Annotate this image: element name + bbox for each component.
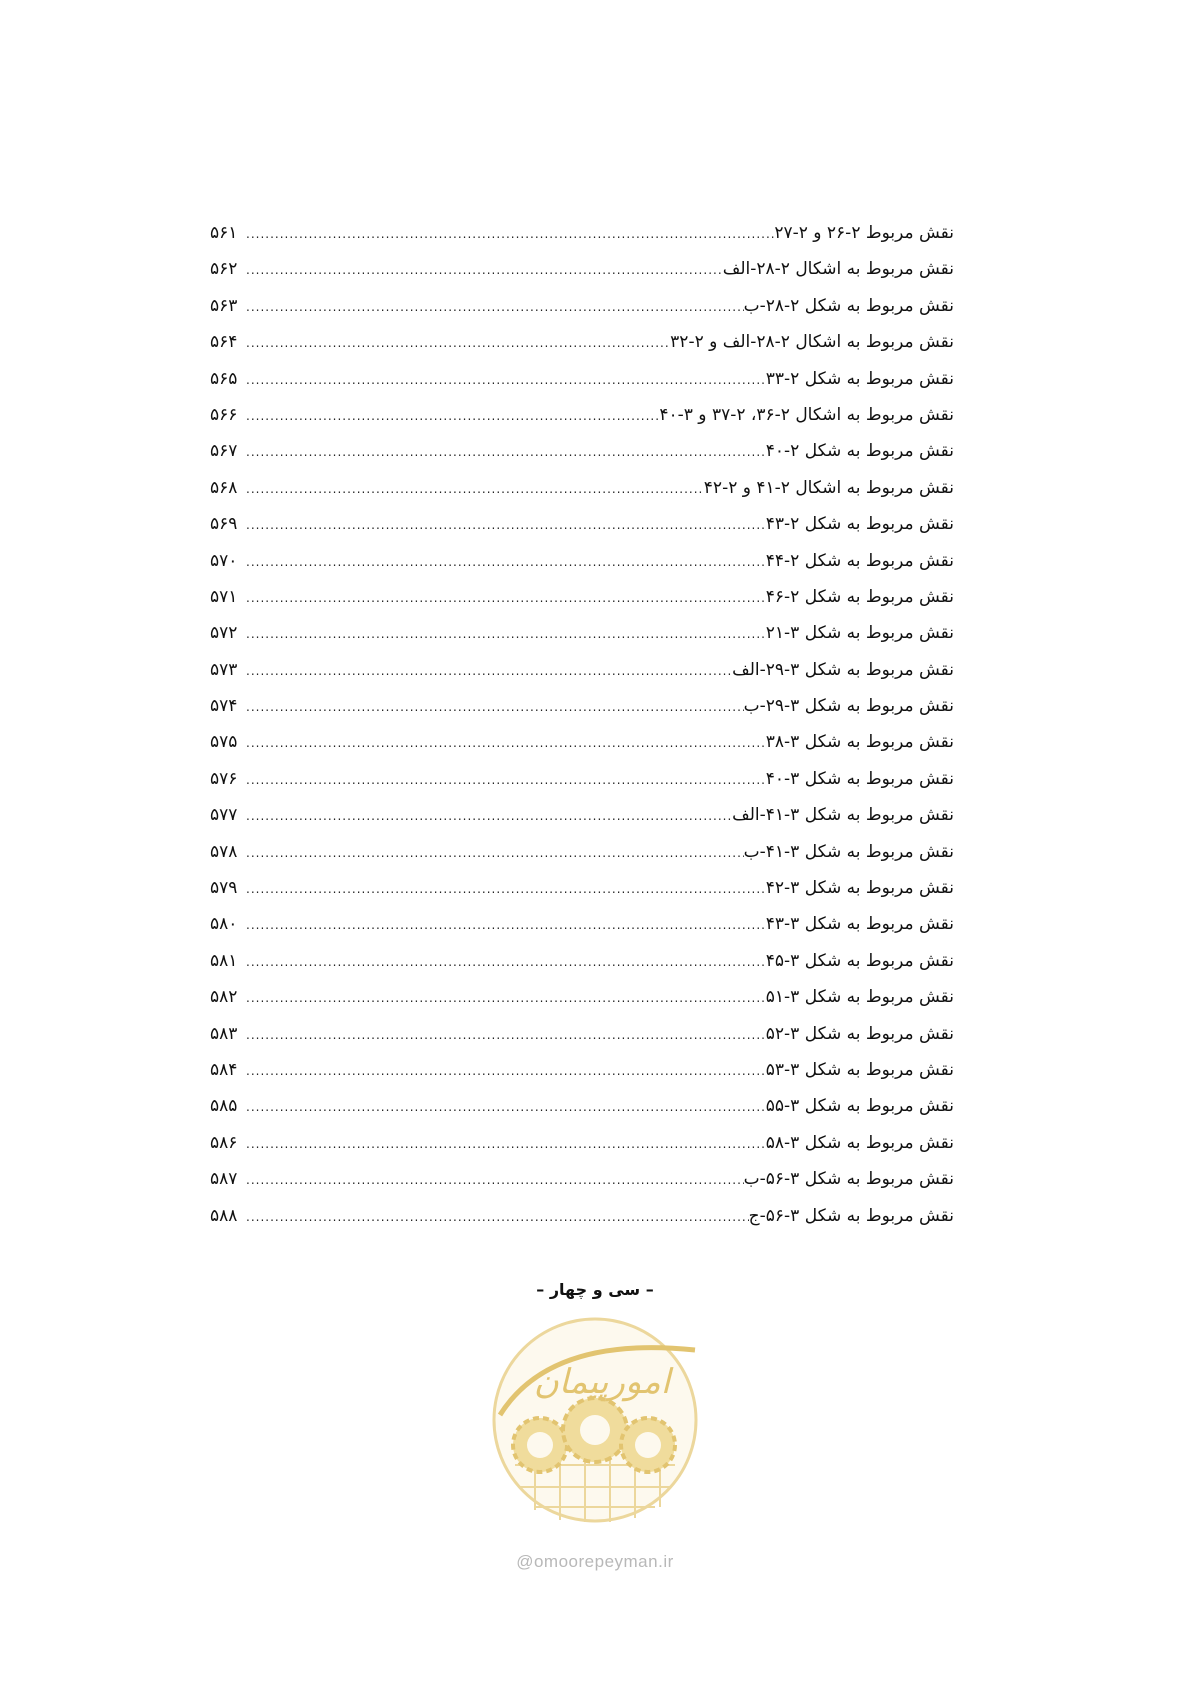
- toc-entry: [210, 1198, 954, 1234]
- website-watermark: @omoorepeyman.ir: [516, 1552, 674, 1571]
- toc-entry-title: نقش مربوط به شکل ۳-۴۲: [765, 878, 954, 899]
- toc-entry-title: نقش مربوط به اشکال ۲-۴۱ و ۲-۴۲: [703, 477, 954, 498]
- logo-text: امورپیمان: [533, 1362, 671, 1402]
- toc-entry-title: نقش مربوط به شکل ۳-۴۱-الف: [732, 805, 954, 826]
- toc-entry-page: ۵۷۲: [210, 623, 238, 644]
- dot-leader: [244, 398, 659, 434]
- toc-entry-title: نقش مربوط به شکل ۳-۲۱: [765, 623, 954, 644]
- toc-entry: [210, 543, 954, 579]
- toc-entry-page: ۵۸۱: [210, 950, 238, 971]
- toc-entry: [210, 906, 954, 942]
- toc-entry-title: نقش مربوط به اشکال ۲-۲۸-الف: [722, 259, 954, 280]
- dot-leader: [244, 544, 766, 580]
- toc-entry-page: ۵۸۸: [210, 1205, 238, 1226]
- toc-entry-title: نقش مربوط به شکل ۲-۲۸-ب: [743, 295, 954, 316]
- dot-leader: [244, 325, 670, 361]
- dot-leader: [244, 289, 744, 325]
- dot-leader: [244, 580, 766, 616]
- toc-entry-page: ۵۷۶: [210, 768, 238, 789]
- page-number-label: – سی و چهار –: [536, 1280, 654, 1299]
- dot-leader: [244, 907, 766, 943]
- toc-entry-page: ۵۶۷: [210, 441, 238, 462]
- dot-leader: [244, 362, 766, 398]
- dot-leader: [244, 434, 766, 470]
- dot-leader: [244, 798, 732, 834]
- dot-leader: [244, 252, 723, 288]
- toc-entry: [210, 1161, 954, 1197]
- dot-leader: [244, 1089, 766, 1125]
- dot-leader: [244, 725, 766, 761]
- toc-entry-title: نقش مربوط به شکل ۳-۵۱: [765, 987, 954, 1008]
- dot-leader: [244, 1053, 766, 1089]
- toc-entry-title: نقش مربوط به اشکال ۲-۳۶، ۲-۳۷ و ۳-۴۰: [659, 404, 954, 425]
- toc-entry: [210, 1125, 954, 1161]
- toc-entry-title: نقش مربوط به شکل ۳-۴۵: [765, 950, 954, 971]
- toc-entry: [210, 652, 954, 688]
- toc-entry-page: ۵۶۶: [210, 404, 238, 425]
- dot-leader: [244, 1199, 749, 1235]
- toc-entry-title: نقش مربوط به شکل ۳-۴۱-ب: [743, 841, 954, 862]
- toc-entry-title: نقش مربوط به شکل ۲-۴۰: [765, 441, 954, 462]
- toc-entry: [210, 688, 954, 724]
- toc-entry: [210, 215, 954, 251]
- dot-leader: [244, 1126, 766, 1162]
- toc-entry: [210, 797, 954, 833]
- toc-entry-page: ۵۶۱: [210, 223, 238, 243]
- toc-entry-page: ۵۷۵: [210, 732, 238, 753]
- toc-entry: [210, 251, 954, 287]
- toc-entry-title: نقش مربوط به شکل ۲-۴۳: [765, 514, 954, 535]
- toc-entry: [210, 1016, 954, 1052]
- toc-entry-page: ۵۸۳: [210, 1023, 238, 1044]
- toc-entry-page: ۵۶۹: [210, 514, 238, 535]
- toc-entry-title: نقش مربوط به شکل ۳-۳۸: [765, 732, 954, 753]
- toc-entry-page: ۵۷۷: [210, 805, 238, 826]
- dot-leader: [244, 689, 744, 725]
- toc-entry-title: نقش مربوط به شکل ۳-۵۵: [765, 1096, 954, 1117]
- dot-leader: [244, 653, 732, 689]
- toc-entry: [210, 724, 954, 760]
- toc-entry-page: ۵۷۸: [210, 841, 238, 862]
- toc-entry-page: ۵۸۷: [210, 1169, 238, 1190]
- dot-leader: [244, 835, 744, 871]
- toc-entry-title: نقش مربوط ۲-۲۶ و ۲-۲۷: [774, 223, 954, 243]
- toc-entry-page: ۵۸۴: [210, 1059, 238, 1080]
- toc-entry-title: نقش مربوط به شکل ۳-۲۹-الف: [732, 659, 954, 680]
- toc-entry-title: نقش مربوط به شکل ۲-۴۶: [765, 586, 954, 607]
- toc-entry-page: ۵۶۳: [210, 295, 238, 316]
- toc-entry-title: نقش مربوط به شکل ۳-۵۲: [765, 1023, 954, 1044]
- toc-entry: [210, 506, 954, 542]
- toc-entry: [210, 615, 954, 651]
- toc-entry-page: ۵۸۵: [210, 1096, 238, 1117]
- toc-entry-page: ۵۷۳: [210, 659, 238, 680]
- toc-entry-page: ۵۸۲: [210, 987, 238, 1008]
- toc-entry-page: ۵۶۴: [210, 332, 238, 353]
- toc-entry: [210, 324, 954, 360]
- toc-entry: [210, 761, 954, 797]
- dot-leader: [244, 871, 766, 907]
- toc-entry-page: ۵۷۰: [210, 550, 238, 571]
- dot-leader: [244, 507, 766, 543]
- toc-entry-page: ۵۷۴: [210, 696, 238, 717]
- dot-leader: [244, 216, 774, 252]
- toc-entry: [210, 397, 954, 433]
- toc-entry-page: ۵۶۵: [210, 368, 238, 389]
- dot-leader: [244, 762, 766, 798]
- toc-entry-title: نقش مربوط به اشکال ۲-۲۸-الف و ۲-۳۲: [670, 332, 954, 353]
- toc-entry: [210, 579, 954, 615]
- toc-entry-page: ۵۷۱: [210, 586, 238, 607]
- toc-entry: [210, 1088, 954, 1124]
- toc-entry: [210, 361, 954, 397]
- toc-entry-title: نقش مربوط به شکل ۳-۵۶-ج: [748, 1205, 954, 1226]
- toc-entry-title: نقش مربوط به شکل ۳-۵۳: [765, 1059, 954, 1080]
- toc-entry-title: نقش مربوط به شکل ۳-۲۹-ب: [743, 696, 954, 717]
- toc-entry-title: نقش مربوط به شکل ۲-۳۳: [765, 368, 954, 389]
- toc-entry-page: ۵۷۹: [210, 878, 238, 899]
- toc-entry-page: ۵۸۰: [210, 914, 238, 935]
- toc-entry: [210, 433, 954, 469]
- dot-leader: [244, 471, 704, 507]
- toc-entry: [210, 470, 954, 506]
- toc-entry: [210, 943, 954, 979]
- dot-leader: [244, 980, 766, 1016]
- toc-entry: [210, 1052, 954, 1088]
- toc-entry-title: نقش مربوط به شکل ۲-۴۴: [765, 550, 954, 571]
- dot-leader: [244, 616, 766, 652]
- toc-entry-page: ۵۸۶: [210, 1132, 238, 1153]
- toc-entry-title: نقش مربوط به شکل ۳-۴۰: [765, 768, 954, 789]
- toc-entry: [210, 979, 954, 1015]
- toc-entry-page: ۵۶۸: [210, 477, 238, 498]
- toc-entry-title: نقش مربوط به شکل ۳-۴۳: [765, 914, 954, 935]
- dot-leader: [244, 944, 766, 980]
- omoorepeyman-logo: [490, 1315, 700, 1525]
- dot-leader: [244, 1162, 744, 1198]
- table-of-contents: [210, 215, 954, 1234]
- toc-entry: [210, 834, 954, 870]
- toc-entry: [210, 288, 954, 324]
- dot-leader: [244, 1017, 766, 1053]
- toc-entry: [210, 870, 954, 906]
- toc-entry-page: ۵۶۲: [210, 259, 238, 280]
- toc-entry-title: نقش مربوط به شکل ۳-۵۶-ب: [743, 1169, 954, 1190]
- toc-entry-title: نقش مربوط به شکل ۳-۵۸: [765, 1132, 954, 1153]
